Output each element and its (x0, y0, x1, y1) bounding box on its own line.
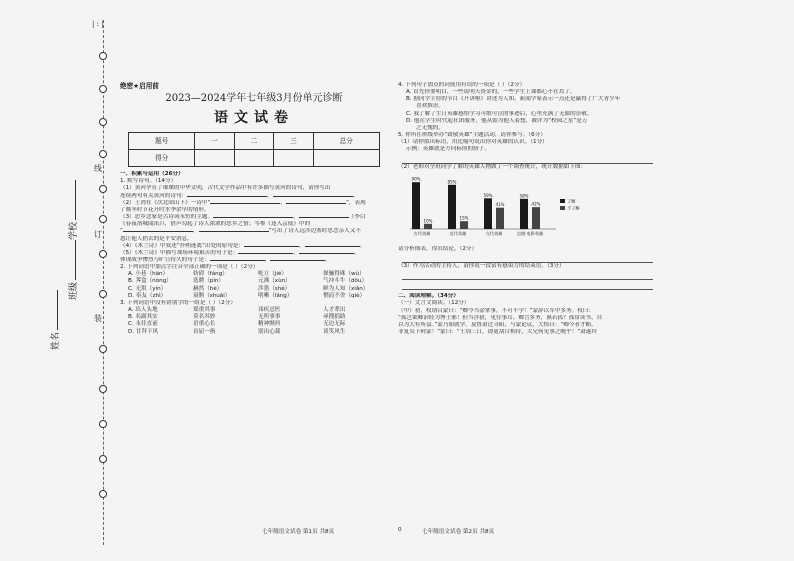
binding-hole (99, 52, 107, 60)
question-text: 4. 下列句子加点的词使用有误的一项是（ ）（2分） (398, 82, 526, 88)
class-field[interactable] (66, 240, 79, 300)
score-cell[interactable] (274, 150, 313, 167)
binding-hole (99, 185, 107, 193)
passage-text: 以为大有所益。”蒙乃始就学。及鲁肃过寻阳，与蒙论议，大惊曰：“卿今者才略， (398, 321, 597, 328)
binding-label-order: 订 (94, 230, 102, 239)
question-text: 了晚冬时节花开时水季余早的情形。 (120, 206, 210, 213)
option-row: C. 永往直前 语重心长 精神颤抖 无边无际 (128, 321, 346, 328)
answer-lines[interactable] (398, 270, 653, 290)
question-text: （3）作为活动的主持人，请你说一段富有感染力的结束语。（3分） (398, 263, 565, 270)
question-text: （3）思乡念家是古诗词永恒的主题。 ， （李白 (120, 214, 366, 221)
page-footer: 七年级语文试卷 第1页 共8页 (262, 529, 335, 535)
score-header-cell: 题号 (129, 133, 195, 150)
option-row: D. 奉友（zhì） 衰颓（shuāi） 明晰（lǎng） 惘而不舍（qiè） (128, 292, 366, 299)
score-header-cell: 总分 (313, 133, 379, 150)
chart-bar (424, 224, 432, 229)
passage-text: 非复吴下阿蒙！”蒙曰：“士别三日，即更刮目相待，大兄何见事之晚乎！”肃遂拜 (398, 328, 597, 335)
section-heading: 二、阅读理解。（34分） (398, 293, 459, 300)
question-text: 2. 下列词语中加点字注音全部正确的一项是（ ）（2分） (120, 264, 259, 271)
binding-hole (99, 290, 107, 298)
class-label: 班级 (69, 281, 79, 300)
question-text: 1. 默写诗句。（14分） (120, 178, 177, 185)
question-text: 恩让他人捎去的是平安消息。 (120, 235, 193, 242)
hero-survey-chart (404, 171, 604, 243)
question-text: 3. 下列词语中没有错别字的一组是（ ）（2分） (120, 299, 236, 306)
binding-hole (99, 345, 107, 353)
answer-lines[interactable] (398, 253, 653, 263)
chart-tick-label: 古代英雄 (413, 230, 431, 236)
chart-data-label: 15% (459, 215, 469, 221)
name-field[interactable] (48, 290, 61, 350)
score-cell[interactable] (313, 150, 379, 167)
option-row: D. 甘拜下风 首屈一指 别出心裁 谈笑风生 (128, 328, 346, 335)
option-row: A. 出人头地 郑重其事 讳疾忌医 人才辈出 (128, 307, 346, 314)
chart-bar (520, 199, 528, 229)
chart-data-label: 41% (495, 201, 505, 207)
question-text: （1）请你拟出标语，用比喻句说出你对英雄的认识。（1分） (398, 139, 548, 146)
example-text: 示例：英雄就是方向标照的骄子。 (406, 146, 490, 153)
binding-hole (99, 215, 107, 223)
question-text: （2）王湾在《次北固山下》一诗中“ ， ”，表现 (120, 199, 366, 206)
school-label: 学校 (69, 221, 79, 240)
chart-bar (484, 198, 492, 229)
center-mark: 0 (398, 527, 402, 533)
binding-hole (99, 150, 107, 158)
option-row: B. 荠盒（nóng） 选聘（pìn） 元沸（xùn） 气冲斗牛（dǒu） (128, 278, 368, 285)
binding-margin (0, 0, 118, 561)
option-row: C. 无垠（yín） 赫然（hè） 涉猎（shè） 鲜为人知（xiǎn） (128, 285, 369, 292)
score-table (128, 132, 380, 167)
score-header-cell: 一 (195, 133, 234, 150)
score-header-cell: 三 (274, 133, 313, 150)
chart-data-label: 42% (531, 201, 541, 207)
chart-legend-swatch (560, 199, 565, 203)
binding-hole (99, 250, 107, 258)
score-row-label: 得分 (129, 150, 195, 167)
chart-bar (532, 207, 540, 229)
binding-label-bind: 装 (94, 314, 102, 323)
binding-hole (99, 385, 107, 393)
chart-legend-swatch (560, 206, 565, 210)
question-text: 《春夜洛城闻笛》），借声勾起了诗人浓浓的思乡之情；岑参《逢入京使》中的 (120, 221, 311, 228)
question-text: 请分析图表，得出结论。（2分） (398, 245, 478, 252)
binding-hole (99, 420, 107, 428)
option-row: A. 小巷（hàn） 妨碍（fáng） 屹立（jié） 探骊得珠（wù） (128, 271, 365, 278)
corner-marks: | : | (92, 20, 104, 28)
chart-tick-label: 当代英雄 (485, 230, 503, 236)
chart-tick-label: 边境·电影英雄 (516, 230, 544, 236)
subsection-heading: （一）文言文阅读。（12分） (398, 300, 470, 307)
score-cell[interactable] (234, 150, 273, 167)
binding-label-line: 线 (94, 164, 102, 173)
exam-title: 2023—2024学年七年级3月份单元诊断 (165, 93, 343, 105)
page-footer: 七年级语文试卷 第2页 共8页 (422, 529, 495, 535)
chart-data-label: 58% (519, 193, 529, 199)
option-row: B. 名副其实 莫名其妙 无所事事 尋搜捐助 (128, 314, 346, 321)
left-column (120, 82, 388, 336)
chart-data-label: 10% (423, 218, 433, 224)
question-text: 5. 你所在班级举办“致敬英雄”主题活动，请你参与。（6分） (398, 132, 546, 139)
chart-data-label: 85% (447, 179, 457, 185)
binding-hole (99, 490, 107, 498)
question-text: “ ， ”写出了诗人远涉边塞时思念亲人又不 (120, 228, 361, 235)
score-cell[interactable] (195, 150, 234, 167)
option-text: 之无愧的。 (416, 124, 444, 131)
question-text: （4）《木兰诗》中叙述“扑朔迷离”出处的原句是： ， 。 (120, 242, 366, 249)
chart-bar (460, 221, 468, 229)
option-text: C. 我了解了生日英雄感悟学习可歌可泣的事迹后，心里充满了无限的崇敬。 (406, 110, 593, 117)
passage-text: “孤岂欲卿治经为博士邪！但当涉猎，见往事耳。卿言多务，孰若孤？孤常读书，自 (398, 314, 603, 321)
chart-legend-label: 了解 (567, 198, 576, 204)
question-text: 体现战争惨烈与旷日持久的句子是： ， 。 (120, 257, 331, 264)
chart-data-label: 59% (483, 192, 493, 198)
binding-hole (99, 85, 107, 93)
right-column (398, 82, 653, 336)
subject-title: 语文试卷 (214, 110, 294, 127)
chart-legend-label: 不了解 (567, 205, 580, 211)
question-text: （2）老师对全班同学了解的英雄人物做了一个调查统计，统计数据如下图： (398, 163, 587, 170)
secret-mark: 绝密★启用前 (120, 82, 159, 90)
question-text: 连续两句有关黄河的诗句： ， 。 (120, 192, 359, 199)
name-label: 姓名 (51, 331, 61, 350)
chart-data-label: 90% (411, 176, 421, 182)
chart-bar (448, 185, 456, 229)
section-heading: 一、积累与运用（26分） (120, 171, 184, 178)
passage-text: （甲）初，权谓吕蒙曰：“卿今当涂掌事，不可不学！”蒙辞以军中多务。权曰： (398, 307, 594, 314)
answer-lines[interactable] (398, 154, 653, 164)
question-text: （5）《木兰诗》中描写战场环境艰苦的句子是： ， 。 (120, 249, 360, 256)
question-text: （1）黄河孕育了璀璨的中华文明，古代文学作品中有许多描写黄河的诗句，请你写出 (120, 185, 331, 192)
binding-line (103, 20, 104, 545)
chart-bar (412, 182, 420, 229)
option-text: D. 他在学生时代起社团服务，他从始为他人着想，被评为“校园之星”是万 (406, 117, 588, 124)
binding-hole (99, 118, 107, 126)
option-text: 喜欢推崇。 (416, 103, 444, 110)
chart-bar (496, 207, 504, 228)
score-header-cell: 二 (234, 133, 273, 150)
binding-hole (99, 455, 107, 463)
option-text: B. 据同学主持的节目《开讲啦》讲述为人知，新闻学家表示一点还是赢得了广大青少年 (406, 96, 621, 103)
option-text: A. 首先你要明白，一些说明天资金的，一些学生上课都心不在焉了。 (406, 89, 576, 96)
chart-tick-label: 近代英雄 (449, 230, 467, 236)
school-field[interactable] (66, 180, 79, 240)
